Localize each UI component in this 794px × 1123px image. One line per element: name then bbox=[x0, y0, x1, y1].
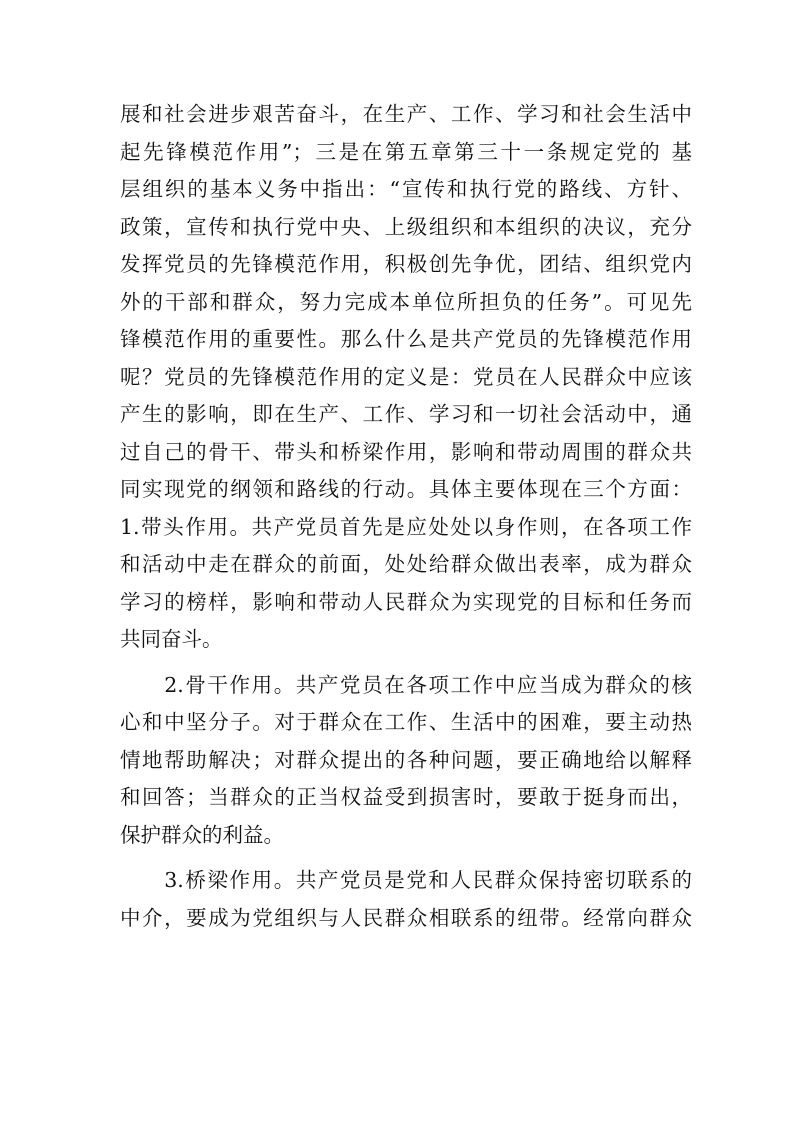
text-line: 共同奋斗。 bbox=[120, 627, 223, 651]
text-line: 心和中坚分子。对于群众在工作、生活中的困难，要主动热 bbox=[120, 710, 692, 734]
text-line: 发挥党员的先锋模范作用，积极创先争优，团结、组织党内 bbox=[120, 252, 692, 276]
text-line: 锋模范作用的重要性。那么什么是共产党员的先锋模范作用 bbox=[120, 327, 692, 351]
paragraph-gap bbox=[120, 659, 692, 667]
text-line: 情地帮助解决；对群众提出的各种问题，要正确地给以解释 bbox=[120, 747, 692, 772]
paragraph-gap bbox=[120, 854, 692, 862]
text-line: 2.骨干作用。共产党员在各项工作中应当成为群众的核 bbox=[120, 672, 692, 697]
text-line: 起先锋模范作用”；三是在第五章第三十一条规定党的 基 bbox=[120, 139, 692, 164]
text-line: 3.桥梁作用。共产党员是党和人民群众保持密切联系的 bbox=[120, 868, 692, 892]
text-line: 层组织的基本义务中指出：“宣传和执行党的路线、方针、 bbox=[120, 177, 692, 201]
text-line: 保护群众的利益。 bbox=[120, 822, 284, 847]
text-line: 产生的影响，即在生产、工作、学习和一切社会活动中，通 bbox=[120, 402, 692, 426]
text-line: 展和社会进步艰苦奋斗，在生产、工作、学习和社会生活中 bbox=[120, 102, 692, 126]
text-line: 同实现党的纲领和路线的行动。具体主要体现在三个方面： bbox=[120, 477, 692, 501]
text-line: 过自己的骨干、带头和桥梁作用，影响和带动周围的群众共 bbox=[120, 439, 692, 464]
text-line: 呢？党员的先锋模范作用的定义是：党员在人民群众中应该 bbox=[120, 364, 692, 389]
text-line: 外的干部和群众，努力完成本单位所担负的任务”。可见先 bbox=[120, 289, 692, 314]
text-line: 中介，要成为党组织与人民群众相联系的纽带。经常向群众 bbox=[120, 905, 692, 930]
text-line: 和回答；当群众的正当权益受到损害时，要敢于挺身而出， bbox=[120, 785, 692, 809]
body-text bbox=[120, 96, 692, 937]
text-line: 政策，宣传和执行党中央、上级组织和本组织的决议，充分 bbox=[120, 214, 692, 239]
text-line: 学习的榜样，影响和带动人民群众为实现党的目标和任务而 bbox=[120, 589, 692, 614]
text-line: 1.带头作用。共产党员首先是应处处以身作则，在各项工作 bbox=[120, 514, 692, 539]
text-line: 和活动中走在群众的前面，处处给群众做出表率，成为群众 bbox=[120, 552, 692, 576]
